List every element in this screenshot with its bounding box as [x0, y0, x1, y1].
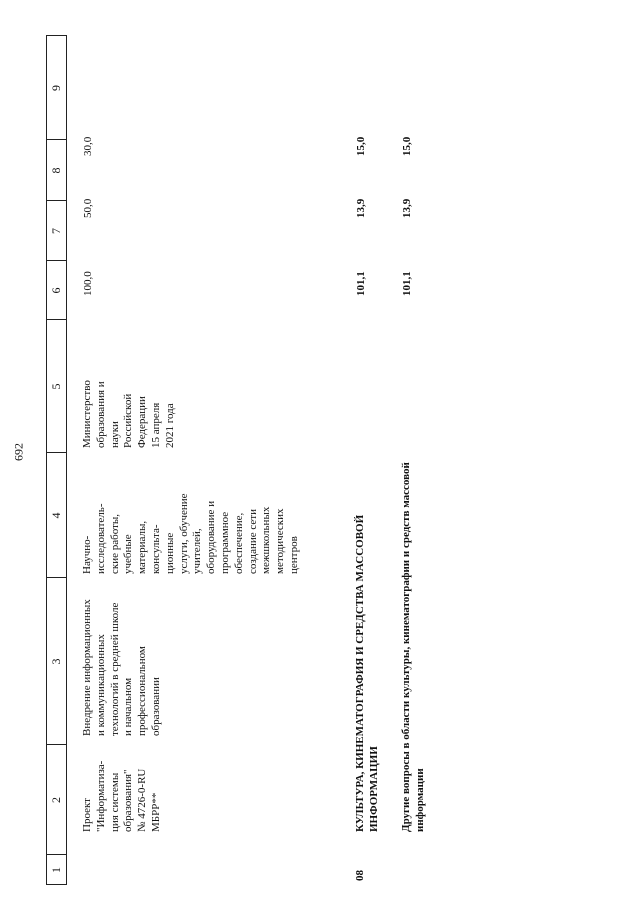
- other-questions-title: [400, 462, 428, 832]
- text-line: КУЛЬТУРА, КИНЕМАТОГРАФИЯ И СРЕДСТВА МАССОВОЙ: [354, 514, 366, 832]
- text-line: учебные: [122, 534, 135, 574]
- text-line: услуги, обучение: [177, 493, 190, 574]
- project-agreement-cell: [81, 380, 178, 448]
- project-components-cell: [81, 493, 302, 574]
- text-line: образования": [122, 769, 135, 832]
- text-line: материалы,: [136, 520, 149, 574]
- text-line: № 4726-0-RU: [136, 768, 149, 832]
- text-line: методических: [274, 508, 287, 574]
- text-line: 2021 года: [163, 403, 176, 448]
- text-line: ские работы,: [108, 513, 121, 574]
- culture-section-title: [354, 515, 382, 832]
- project-col6-value: 100,0: [82, 271, 94, 296]
- column-number-4: 4: [49, 512, 63, 519]
- other-col7-value: 13,9: [401, 198, 413, 218]
- text-line: образования и: [94, 381, 107, 448]
- column-number-3: 3: [49, 658, 63, 665]
- culture-col8-value: 15,0: [355, 136, 367, 156]
- text-line: оборудование и: [205, 500, 218, 574]
- other-col6-value: 101,1: [401, 271, 413, 296]
- text-line: Проект: [81, 798, 93, 832]
- text-line: Внедрение информационных: [81, 599, 93, 736]
- text-line: 15 апреля: [149, 402, 162, 448]
- text-line: программное: [218, 511, 231, 574]
- column-number-6: 6: [49, 287, 63, 294]
- text-line: профессиональном: [136, 646, 149, 736]
- text-line: ционные: [163, 532, 176, 574]
- culture-col6-value: 101,1: [355, 271, 367, 296]
- column-number-7: 7: [49, 228, 63, 234]
- other-col8-value: 15,0: [401, 136, 413, 156]
- culture-section-code: 08: [354, 870, 366, 881]
- table-sheet: [46, 35, 626, 885]
- text-line: науки: [108, 421, 121, 448]
- text-line: ция системы: [108, 772, 121, 832]
- text-line: Российской: [122, 393, 135, 448]
- text-line: Министерство: [81, 380, 93, 448]
- text-line: образовании: [149, 677, 162, 736]
- text-line: и коммуникационных: [94, 634, 107, 736]
- text-line: информации: [413, 768, 426, 832]
- text-line: обеспечение,: [232, 512, 245, 574]
- text-line: исследователь-: [94, 503, 107, 574]
- text-line: консульта-: [149, 524, 162, 574]
- text-line: технологий в средней школе: [108, 602, 121, 736]
- project-col8-value: 30,0: [82, 136, 94, 156]
- column-number-8: 8: [49, 167, 63, 174]
- text-line: и начальном: [122, 677, 135, 736]
- column-number-5: 5: [49, 383, 63, 390]
- column-number-1: 1: [49, 867, 63, 873]
- text-line: учителей,: [191, 528, 204, 574]
- column-number-2: 2: [49, 797, 63, 803]
- project-name-cell: [81, 761, 164, 832]
- text-line: центров: [287, 536, 300, 574]
- text-line: Федерации: [136, 396, 149, 448]
- text-line: межшкольных: [260, 506, 273, 574]
- page-number: 692: [11, 443, 26, 461]
- text-line: ИНФОРМАЦИИ: [367, 746, 380, 832]
- text-line: Научно-: [81, 535, 93, 574]
- column-number-9: 9: [49, 85, 63, 91]
- text-line: Другие вопросы в области культуры, кинематографии и средств массовой: [400, 462, 412, 832]
- text-line: МБРР**: [149, 792, 162, 832]
- text-line: "Информатиза-: [94, 760, 107, 832]
- project-purpose-cell: [81, 599, 164, 736]
- project-col7-value: 50,0: [82, 198, 94, 218]
- header-bottom-line: [66, 35, 67, 885]
- culture-col7-value: 13,9: [355, 198, 367, 218]
- text-line: создание сети: [246, 508, 259, 574]
